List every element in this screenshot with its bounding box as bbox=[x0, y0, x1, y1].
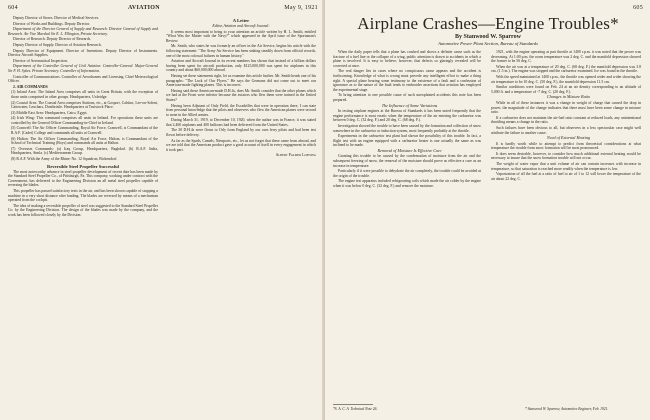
paragraph: Experiments in the carburetor test plant had shown the possibility of this trouble. In fact, a flight test with an engine equipped with a carburetor heater is one actually the same as was inclined to be made. bbox=[333, 134, 481, 148]
commands-list bbox=[8, 90, 158, 161]
paragraph: It does seem desirable, however, to consider how much additional external heating would be necessary to insure that the snow formation trouble will not occur. bbox=[491, 151, 641, 161]
paragraph: It is hardly worth while to attempt to predict from theoretical considerations at what temperature the trouble from snow formation will be most pronounced. bbox=[491, 141, 641, 151]
right-column-two bbox=[491, 50, 641, 182]
list-item: Controller of Communications. Controller of Aerodromes and Licensing. Chief Meteorological Officer. bbox=[8, 74, 158, 84]
right-page-number: 605 bbox=[633, 5, 643, 11]
paragraph: To bring attention to one possible cause of such unexplained accidents this note has been prepared. bbox=[333, 93, 481, 102]
paragraph: The 30 D.H.4s were flown to Orly from England by our own ferry pilots and had been test flown before delivery. bbox=[166, 128, 316, 138]
paragraph: When the air was at a temperature of 20 deg. C. (68 deg. F.) the manifold depression was 3.8 cm. (1.5 in.). The engine was stopped and the carburetor examined. Ice was found in the throttle. bbox=[491, 64, 641, 74]
paragraph: This propeller has passed satisfactory tests in the air, and has been shown capable of stopping a machine in a very short distance after landing. The blades are reversed by means of a mechanism operated from the cockpit. bbox=[8, 189, 158, 203]
propeller-heading: Reversible Steel Propeller Successful bbox=[47, 163, 119, 169]
paragraph: When the daily paper tells that a plane has crashed and shows a definite cause such as the fracture of a fuel line or the collapse of a wing, public attention is drawn to accidents in which a plane is involved. It is easy to believe, however, that defects so glaringly revealed will be corrected at once. bbox=[333, 50, 481, 68]
paragraph: If a carburetor does not maintain the air-fuel ratio constant at reduced loads, any unintentional throttling means a change in the ratio. bbox=[491, 115, 641, 125]
paragraph: Mr. Smith, who states he was formerly an officer in the Air Service, begins his article with the following statement: "The Army Air Service has been sinking steadily down from official records, one of the most colossal failures in human history." bbox=[166, 44, 316, 58]
paragraph: As far as the Spads, Camels, Nieuports, etc., let us not forget that these came from abroad, and we are told that the American product gave a good account of itself in every engagement in which it took part. bbox=[166, 138, 316, 152]
paragraph: 1921, with the engine operating at part throttle at 1400 r.p.m. it was noted that the power was decreasing. At 1:00 p.m. the room temperature was 2 deg. C. and the manifold depression showed the former to be 56 deg. C. bbox=[491, 50, 641, 64]
left-page-number: 604 bbox=[8, 5, 18, 11]
section-heading: Changes in Mixture Ratio bbox=[546, 94, 591, 100]
letter-salutation: Editor, Aviation and Aircraft Journal: bbox=[212, 24, 270, 28]
list-item: Department of the Controller General of Civil Aviation: Controller-General. Major-General Sir F. H. Sykes. Private Secretary. Controller of Information. bbox=[8, 64, 158, 73]
paragraph: Having said these American-made D.H.4s, does Mr. Smith consider that the other planes which we had at the Front were inferior because the aviators who flew them were trained in the United States? bbox=[166, 88, 316, 102]
footnote-right: * Stanwood W. Sparrow, Automotive Engineer, Feb. 1921. bbox=[525, 407, 609, 411]
section-heading: The Influence of Some Variations bbox=[381, 102, 438, 108]
article-affiliation: Automotive Power Plant Section, Bureau of Standards bbox=[438, 41, 538, 46]
issue-date: May 9, 1921 bbox=[284, 5, 318, 11]
section-heading: Removal of Moisture Is Effective Cure bbox=[377, 147, 442, 153]
paragraph: The weight of water vapor that a unit volume of air can contain increases with increase in temperature, so that saturation is reached more readily when the temperature is low. bbox=[491, 162, 641, 171]
article-byline: By Stanwood W. Sparrow bbox=[455, 34, 521, 40]
paragraph: While in all of these instances it was a change in weight of charge that caused the drop in power, the magnitude of the change indicates that there must have been some change in mixture ratio. bbox=[491, 100, 641, 115]
paragraph: It seems most important to bring to your attention an article written by H. L. Smith, entitled "What Was the Matter with the Navy?" which appeared in the April issue of the Sportsman's Review. bbox=[166, 29, 316, 43]
paragraph: Similar conditions were found on Feb. 24 at an air density corresponding to an altitude of 5,000 ft. and a temperature of -7 deg. C. (20 deg. F.). bbox=[491, 85, 641, 94]
right-page bbox=[325, 0, 650, 420]
paragraph: Having been Adjutant of Only Field, the Escadrilles that were in operation there, I can state from personal knowledge that the pilots and observers who flew the American planes were second to none in the Allied armies. bbox=[166, 103, 316, 117]
section-heading: Need of External Heating bbox=[547, 135, 590, 141]
magazine-title: AVIATION bbox=[128, 5, 160, 11]
paragraph: During March 31, 1919, to December 10, 1920, when the author was in France, it was stated that 2,460 airplanes and 400 balloons had been delivered from the United States. bbox=[166, 118, 316, 127]
paragraph: In testing airplane engines at the Bureau of Standards it has been noted frequently that the engine performance is most erratic when the temperature of the air entering the carburetor was between 0 deg. C. (32 deg. F.) and 20 deg. C. (68 deg. F.). bbox=[333, 109, 481, 123]
letter-signature: Albert Palmer Loening bbox=[275, 153, 316, 158]
paragraph: With the speed maintained at 1400 r.p.m., the throttle was opened wider and wider showing the air temperature to be 10 deg. C. (50 deg. F.), the manifold depression 11.5 cm. bbox=[491, 74, 641, 84]
section-heading: 2. AIR COMMANDS bbox=[13, 84, 48, 89]
paragraph: Aviation and Aircraft Journal in its recent numbers has shown that instead of a billion dollars having been spent for aircraft production, only $125,000,000 was spent for airplanes in this country and about $60,000,000 abroad. bbox=[166, 59, 316, 73]
paragraph: The real danger lies in cases where no conspicuous cause appears and the accident is forthcoming. Knowledge of what is wrong must precede any intelligent effort to make a thing right. A special plane bearing some testimony to the existence of a fault and a confession of ignorance as to the nature of the fault tends to embroider assertions that aviation has employed the experimental stage. bbox=[333, 69, 481, 92]
right-column-one bbox=[333, 50, 481, 190]
paragraph: The idea of making a reversible propeller of steel was suggested to the Standard Steel Propeller Co. by the Engineering Division. The design of the blades was made by the company, and the work has been followed closely by the Division. bbox=[8, 203, 158, 217]
paragraph: Investigation showed the trouble to have been caused by the formation and collection of snow somewhere in the carburetor or induction system, most frequently probably at the throttle. bbox=[333, 123, 481, 133]
footnote-left: *S. A. C. A. Technical Note 26. bbox=[333, 407, 378, 411]
list-item: (8) R.A.F. With the Army of the Rhine: No. 12 Squadron, Bickendorf. bbox=[11, 157, 118, 162]
list-item: (2) Coastal Area: The Coastal Area comprises Stations, etc., at Gosport, Calshot, Lee-on-Solent, Cattewater, Leuchars, Donibristle. Headquarters at Tavistock Place. bbox=[11, 100, 158, 110]
list-item: Director of Research. Deputy Director of Research. bbox=[13, 37, 92, 42]
list-item: Deputy Director of Supply. Director of Aviation Research. bbox=[13, 42, 102, 47]
letter-heading: A Letter bbox=[232, 18, 250, 23]
list-item: Department of the Director General of Supply and Research: Director General of Supply and Research. Air Vice Marshal Sir E. L. Ellington, Private Secretary. bbox=[8, 27, 158, 36]
paragraph: Such failures have been obvious to all, but observers in a less spectacular case might well attribute the failure to another cause. bbox=[491, 125, 641, 135]
footnote-rule bbox=[333, 404, 373, 405]
list-item: (5) Cranwell: The Air Officer Commanding, Royal Air Force, Cranwell, is Commandant of the R.A.F. (Cadet) College and commands all units at Cranwell. bbox=[11, 126, 158, 136]
paragraph: Granting this trouble to be caused by the condensation of moisture from the air and the subsequent freezing of snow, the removal of the moisture should prove as effective a cure as an increase in temperature. bbox=[333, 154, 481, 168]
list-item: Deputy Director of Stores. Director of Medical Services. bbox=[13, 16, 100, 20]
list-item: (7) Overseas Commands: (a) Iraq Group, Headquarters, Baghdad. (b) R.A.F. India, Headquarters, Simla. (c) Mediterranean Group. bbox=[11, 146, 158, 156]
paragraph: The most noteworthy advance in steel propeller development of recent date has been made by the Standard Steel Propeller Co., of Pittsburgh, Pa. This company, working under contract with the Government, has delivered to the Engineering Division an all metal steel propeller capable of reversing the blades. bbox=[8, 169, 158, 188]
list-item: (3) Middle East Area: Headquarters, Cairo, Egypt. bbox=[11, 110, 88, 115]
paragraph: The engine test apparatus included refrigerating coils which made the air colder by the engine when it was below 0 deg. C. (32 deg. F.) and remove the moisture. bbox=[333, 179, 481, 189]
left-column-two bbox=[166, 16, 316, 159]
list-item: Director of Works and Buildings. Deputy Director. bbox=[13, 21, 91, 26]
list-item: (1) Inland Area: The Inland Area comprises all units in Great Britain, with the exception of those units comprised in other groups. Headquarters, Uxbridge. bbox=[11, 90, 158, 99]
article-title: Airplane Crashes—Engine Troubles* bbox=[357, 14, 619, 33]
list-item: (6) Halton: The Air Officer Commanding, Royal Air Force, Halton, is Commandant of the School of Technical Training (Boys) and commands all units at Halton. bbox=[11, 136, 158, 146]
paragraph: Particularly if it were possible to dehydrate the air completely, the trouble could be avoided at the origin of the trouble. bbox=[333, 169, 481, 178]
left-column-one bbox=[8, 16, 158, 219]
list-item: (4) Irish Wing: This command comprises all units in Ireland. For operations these units are controlled by the General Officer Commanding-in-Chief in Ireland. bbox=[11, 116, 158, 125]
list-item: Director of Aeronautical Inspection. bbox=[13, 58, 68, 63]
paragraph: Having set these statements right, let us examine this article further. Mr. Smith heads one of his paragraphs: "The Luck of Our Flyers." He says the Germans did not come out to meet our American-made fighting planes. This is incorrect. bbox=[166, 73, 316, 88]
paragraph: Vaporization of all the fuel at a ratio of fuel to air of 1 to 12 will lower the temperature of the air about 22 deg. C. bbox=[491, 172, 641, 181]
list-item: Deputy Director of Equipment. Director of Inventions. Deputy Director of Instruments. Director Aircraft Supplies. bbox=[8, 48, 158, 58]
